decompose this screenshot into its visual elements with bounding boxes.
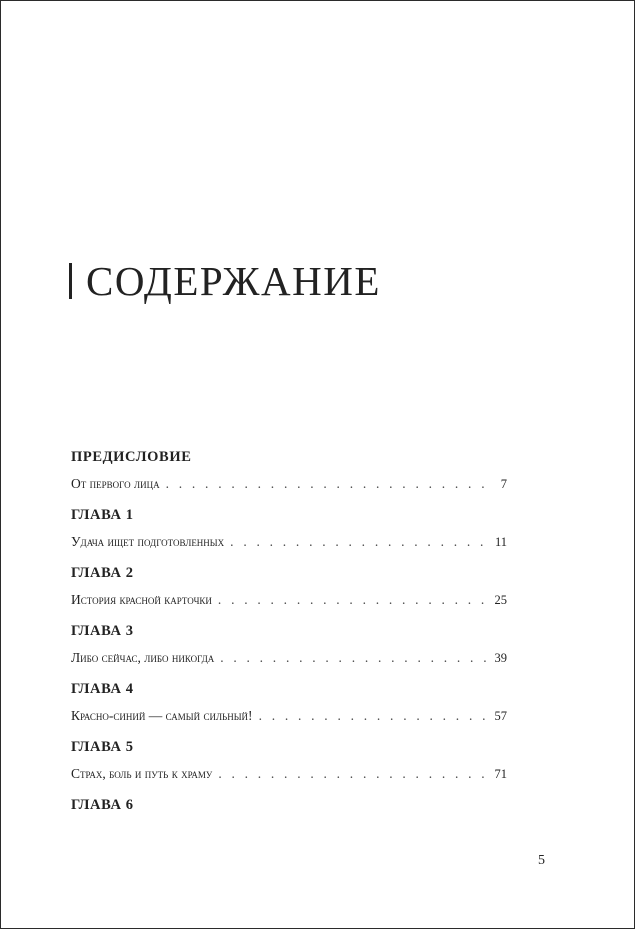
- toc-entry[interactable]: [71, 533, 507, 551]
- toc-section-chapter-4: [71, 680, 507, 725]
- section-label: ГЛАВА 6: [71, 797, 134, 813]
- heading-bar: [69, 263, 72, 299]
- section-label: ГЛАВА 5: [71, 739, 134, 755]
- dot-leader: [259, 707, 489, 725]
- toc-section-chapter-6: [71, 796, 507, 814]
- toc-section-chapter-1: [71, 506, 507, 551]
- section-label: ГЛАВА 1: [71, 507, 134, 523]
- entry-page-number: 11: [494, 535, 507, 549]
- dot-leader: [218, 765, 488, 783]
- section-label: ПРЕДИСЛОВИЕ: [71, 449, 192, 465]
- toc-entry[interactable]: [71, 591, 507, 609]
- dot-leader: [230, 533, 489, 551]
- dot-leader: [220, 649, 488, 667]
- entry-title: Удача ищет подготовленных: [71, 534, 225, 549]
- toc-section-preface: [71, 448, 507, 493]
- toc-entry[interactable]: [71, 765, 507, 783]
- toc-entry[interactable]: [71, 475, 507, 493]
- entry-title: Красно-синий — самый сильный!: [71, 708, 253, 723]
- section-label: ГЛАВА 3: [71, 623, 134, 639]
- dot-leader: [218, 591, 489, 609]
- entry-title: От первого лица: [71, 476, 160, 491]
- contents-heading: [69, 257, 381, 305]
- entry-title: Либо сейчас, либо никогда: [71, 650, 215, 665]
- toc-entry[interactable]: [71, 707, 507, 725]
- entry-page-number: 39: [494, 651, 507, 665]
- entry-page-number: 25: [494, 593, 507, 607]
- section-label: ГЛАВА 4: [71, 681, 134, 697]
- entry-page-number: 71: [494, 767, 507, 781]
- toc-section-chapter-5: [71, 738, 507, 783]
- contents-title: СОДЕРЖАНИЕ: [86, 258, 381, 304]
- toc-section-chapter-3: [71, 622, 507, 667]
- entry-title: Страх, боль и путь к храму: [71, 766, 213, 781]
- toc-section-chapter-2: [71, 564, 507, 609]
- entry-page-number: 57: [494, 709, 507, 723]
- section-label: ГЛАВА 2: [71, 565, 134, 581]
- table-of-contents: [71, 448, 507, 823]
- entry-title: История красной карточки: [71, 592, 212, 607]
- entry-page-number: 7: [500, 477, 507, 491]
- page-number: 5: [538, 853, 545, 868]
- toc-entry[interactable]: [71, 649, 507, 667]
- dot-leader: [166, 475, 495, 493]
